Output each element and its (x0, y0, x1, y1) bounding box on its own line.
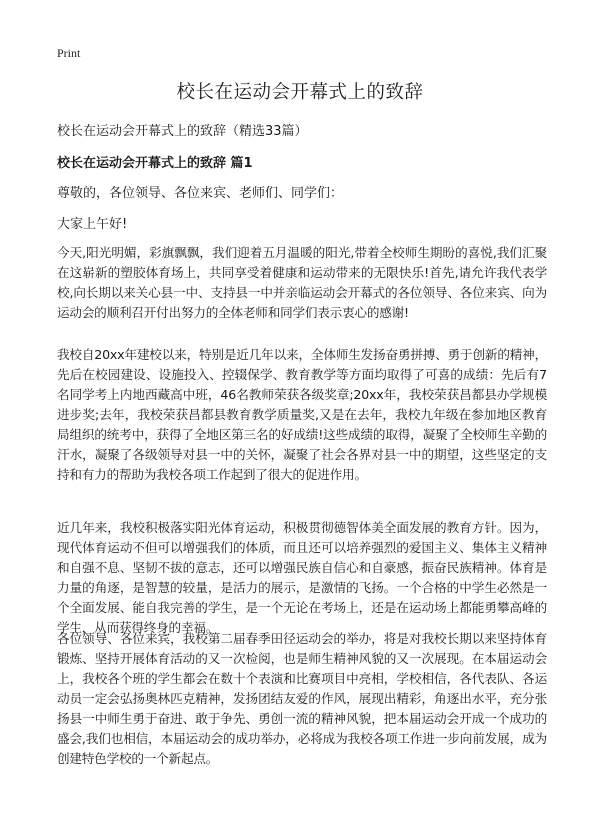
greeting: 大家上午好! (57, 217, 128, 232)
section-heading: 校长在运动会开幕式上的致辞 篇1 (57, 156, 253, 171)
salutation: 尊敬的，各位领导、各位来宾、老师们、同学们： (57, 186, 344, 201)
document-subtitle: 校长在运动会开幕式上的致辞（精选33篇） (57, 124, 308, 139)
print-link[interactable]: Print (57, 46, 81, 60)
body-paragraph-2: 我校自20xx年建校以来，特别是近几年以来，全体师生发扬奋勇拼搏、勇于创新的精神，先后在校园建设、设施投入、控辍保学、教育教学等方面均取得了可喜的成绩：先后有7名同学考上内地西藏高中班，46名教师荣获各级奖章;20xx年，我校荣获昌都县办学规模进步奖;去年，我校荣获昌都县教育教学质量奖,又是在去年，我校九年级在参加地区教育局组织的统考中，获得了全地区第三名的好成绩!这些成绩的取得，凝聚了全校师生辛勤的汗水，凝聚了各级领导对县一中的关怀，凝聚了社会各界对县一中的期望，这些坚定的支持和有力的帮助为我校各项工作起到了很大的促进作用。 (57, 347, 547, 482)
body-paragraph-3: 近几年来，我校积极落实阳光体育运动，积极贯彻德智体美全面发展的教育方针。因为，现代体育运动不但可以增强我们的体质，而且还可以培养强烈的爱国主义、集体主义精神和自强不息、坚韧不拔的意志，还可以增强民族自信心和自豪感，振奋民族精神。体育是力量的角逐，是智慧的较量，是活力的展示，是激情的飞扬。一个合格的中学生必然是一个全面发展、能自我完善的学生，是一个无论在考场上，还是在运动场上都能勇攀高峰的学生，从而获得终身的幸福。 (57, 520, 547, 635)
body-paragraph-4: 各位领导、各位来宾，我校第二届春季田径运动会的举办，将是对我校长期以来坚持体育锻炼、坚持开展体育活动的又一次检阅，也是师生精神风貌的又一次展现。在本届运动会上，我校各个班的学生都会在数十个表演和比赛项目中亮相，学校相信，各代表队、各运动员一定会弘扬奥林匹克精神，发扬团结友爱的作风，展现出精彩，角逐出水平，充分张扬县一中师生勇于奋进、敢于争先、勇创一流的精神风貌，把本届运动会开成一个成功的盛会,我们也相信，本届运动会的成功举办，必将成为我校各项工作进一步向前发展，成为创建特色学校的一个新起点。 (57, 631, 547, 766)
page-title: 校长在运动会开幕式上的致辞 (176, 82, 424, 103)
body-paragraph-1: 今天,阳光明媚，彩旗飘飘，我们迎着五月温暖的阳光,带着全校师生期盼的喜悦,我们汇聚在这崭新的塑胶体育场上，共同享受着健康和运动带来的无限快乐!首先,请允许我代表学校,向长期以来关心县一中、支持县一中并亲临运动会开幕式的各位领导、各位来宾、向为运动会的顺利召开付出努力的全体老师和同学们表示衷心的感谢! (57, 245, 547, 320)
